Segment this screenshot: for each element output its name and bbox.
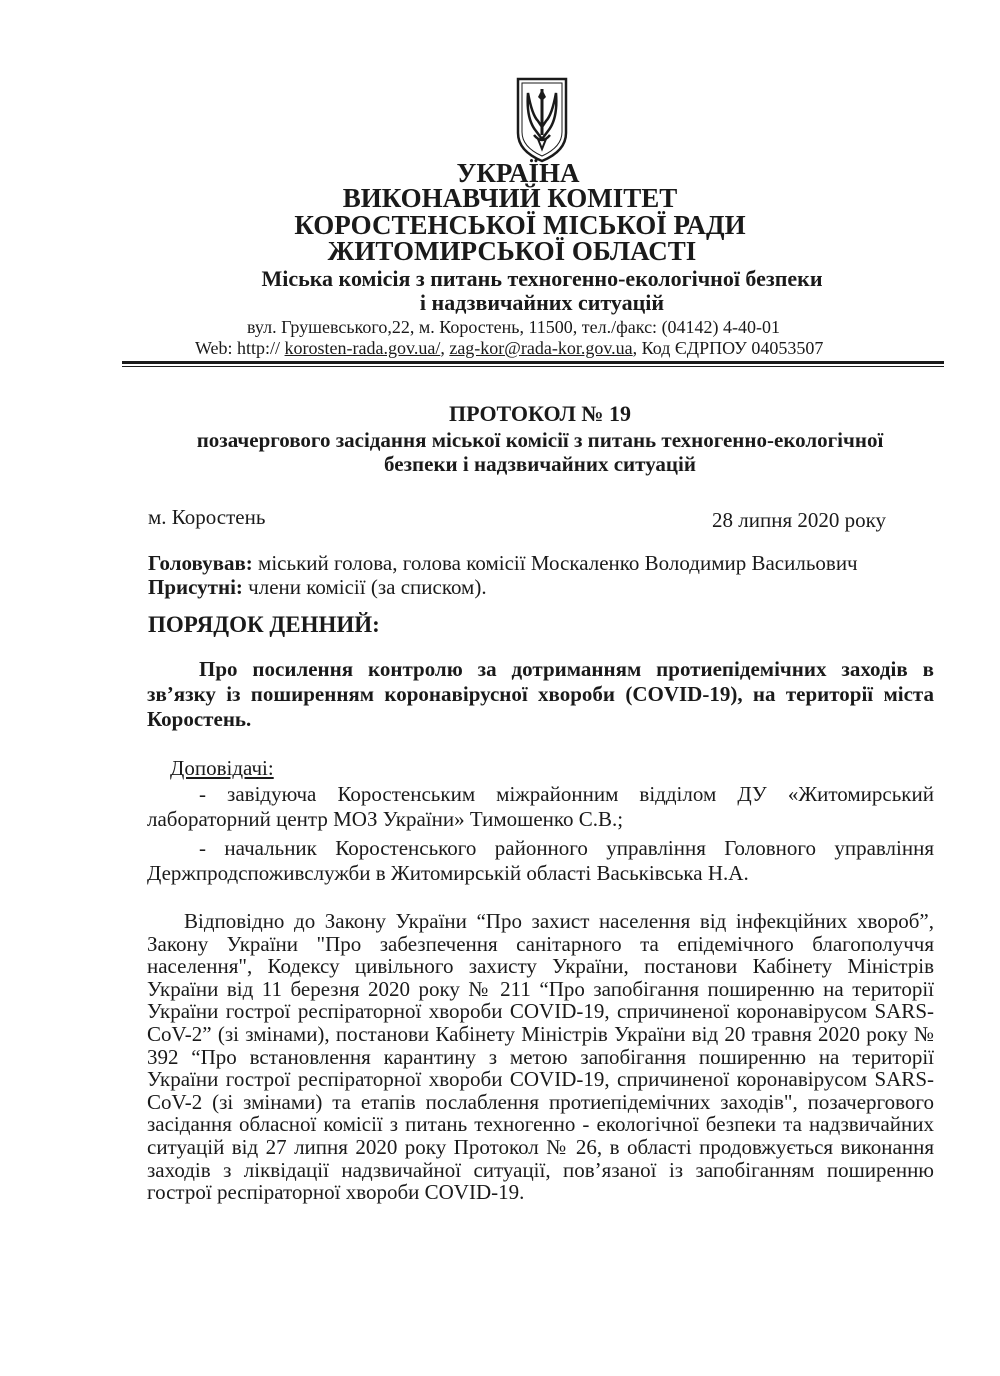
- country-heading: УКРАЇНА: [456, 158, 580, 188]
- protocol-subtitle-line1: позачергового засідання міської комісії з питань техногенно-екологічної: [196, 428, 884, 452]
- reporters-heading: Доповідачі:: [170, 756, 274, 780]
- present-label: Присутні:: [148, 575, 243, 599]
- meeting-date: 28 липня 2020 року: [712, 508, 887, 532]
- present-value: члени комісії (за списком).: [242, 575, 487, 599]
- meeting-city: м. Коростень: [148, 505, 266, 529]
- agenda-item: Про посилення контролю за дотриманням протиепідемічних заходів в зв’язку із поширенням коронавірусної хвороби (COVID-19), на території міста Коростень.: [147, 657, 934, 731]
- trident-emblem-icon: [512, 75, 572, 165]
- reporter-item: - завідуюча Коростенським міжрайонним відділом ДУ «Житомирський лабораторний центр МОЗ України» Тимошенко С.В.;: [147, 782, 934, 831]
- contacts-separator: ,: [440, 338, 450, 358]
- commission-heading-line2: і надзвичайних ситуацій: [419, 290, 665, 315]
- chair-line: [148, 551, 858, 576]
- reporter-item: - начальник Коростенського районного управління Головного управління Держпродспоживслужби в Житомирській області Васьківська Н.А.: [147, 836, 934, 885]
- agenda-heading: ПОРЯДОК ДЕННИЙ:: [148, 612, 380, 637]
- protocol-subtitle-line2: безпеки і надзвичайних ситуацій: [384, 452, 696, 476]
- present-line: [148, 575, 487, 600]
- header-divider-thick: [122, 361, 944, 364]
- edrpou-code: , Код ЄДРПОУ 04053507: [632, 338, 824, 358]
- website-link[interactable]: korosten-rada.gov.ua/: [284, 338, 441, 358]
- body-paragraph: Відповідно до Закону України “Про захист населення від інфекційних хвороб”, Закону України "Про забезпечення санітарного та епідемічного благополуччя населення", Кодексу цивільного захисту України, постанови Кабінету Міністрів України від 11 березня 2020 року № 211 “Про запобігання поширенню на території України гострої респіраторної хвороби COVID-19, спричиненої коронавірусом SARS-CoV-2” (зі змінами), постанови Кабінету Міністрів України від 20 травня 2020 року № 392 “Про встановлення карантину з метою запобігання поширенню на території України гострої респіраторної хвороби COVID-19, спричиненої коронавірусом SARS-CoV-2 (зі змінами) та етапів послаблення протиепідемічних заходів", позачергового засідання обласної комісії з питань техногенно - екологічної безпеки та надзвичайних ситуацій від 27 липня 2020 року Протокол № 26, в області продовжується виконання заходів з ліквідації надзвичайної ситуації, пов’язаної із запобіганням поширенню гострої респіраторної хвороби COVID-19.: [147, 909, 934, 1205]
- org-heading-line3: ЖИТОМИРСЬКОЇ ОБЛАСТІ: [327, 236, 697, 266]
- web-prefix: Web: http://: [195, 338, 285, 358]
- chair-label: Головував:: [148, 551, 253, 575]
- email-link[interactable]: zag-kor@rada-kor.gov.ua: [449, 338, 633, 358]
- chair-value: міський голова, голова комісії Москаленко Володимир Васильович: [252, 551, 858, 575]
- commission-heading-line1: Міська комісія з питань техногенно-екологічної безпеки: [261, 266, 823, 291]
- org-heading-line1: ВИКОНАВЧИЙ КОМІТЕТ: [342, 183, 678, 213]
- address-line: вул. Грушевського,22, м. Коростень, 11500, тел./факс: (04142) 4-40-01: [247, 317, 781, 337]
- header-divider-thin: [122, 366, 944, 367]
- org-heading-line2: КОРОСТЕНСЬКОЇ МІСЬКОЇ РАДИ: [294, 210, 746, 240]
- contacts-line: [195, 338, 823, 359]
- protocol-title: ПРОТОКОЛ № 19: [449, 401, 631, 426]
